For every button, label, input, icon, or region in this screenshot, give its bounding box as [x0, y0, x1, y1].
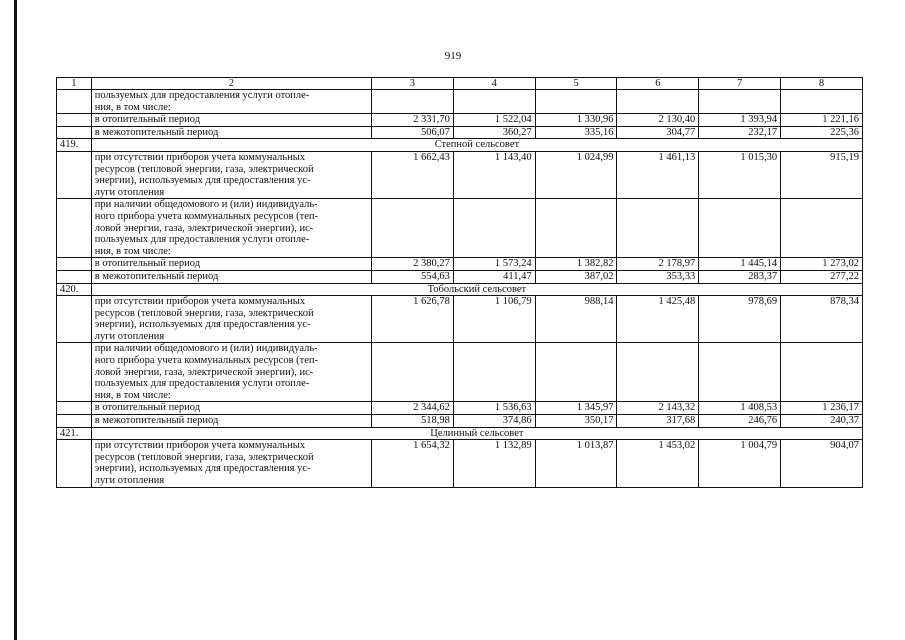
- row-label: пользуемых для предоставления услуги отопле- ния, в том числе:: [91, 90, 371, 114]
- index-cell: [57, 402, 92, 415]
- value-cell: 904,07: [781, 440, 863, 487]
- row-label: при отсутствии приборов учета коммунальных ресурсов (тепловой энергии, газа, электрической энергии), используемых для предоставления ус- луги отопления: [91, 296, 371, 343]
- column-number-cell: 4: [453, 78, 535, 90]
- value-cell: 1 522,04: [453, 114, 535, 127]
- value-cell: 1 654,32: [372, 440, 454, 487]
- row-label: при отсутствии приборов учета коммунальных ресурсов (тепловой энергии, газа, электрической энергии), используемых для предоставления ус- луги отопления: [91, 440, 371, 487]
- value-cell: 232,17: [699, 126, 781, 139]
- value-cell: 411,47: [453, 270, 535, 283]
- data-row: [57, 114, 863, 127]
- text-row: [57, 199, 863, 258]
- row-label: в межотопительный период: [91, 126, 371, 139]
- value-cell: 2 331,70: [372, 114, 454, 127]
- value-cell: 304,77: [617, 126, 699, 139]
- column-number-cell: 8: [781, 78, 863, 90]
- section-title: Тобольский сельсовет: [91, 283, 862, 296]
- value-cell: 1 015,30: [699, 151, 781, 198]
- value-cell: [699, 343, 781, 402]
- value-cell: 2 344,62: [372, 402, 454, 415]
- section-number: 419.: [57, 139, 92, 152]
- value-cell: 1 453,02: [617, 440, 699, 487]
- index-cell: [57, 415, 92, 428]
- row-label: в отопительный период: [91, 258, 371, 271]
- value-cell: 1 221,16: [781, 114, 863, 127]
- data-row: [57, 440, 863, 487]
- section-title: Степной сельсовет: [91, 139, 862, 152]
- index-cell: [57, 90, 92, 114]
- value-cell: 225,36: [781, 126, 863, 139]
- column-number-cell: 3: [372, 78, 454, 90]
- value-cell: [781, 343, 863, 402]
- value-cell: 277,22: [781, 270, 863, 283]
- value-cell: 374,86: [453, 415, 535, 428]
- value-cell: 1 536,63: [453, 402, 535, 415]
- value-cell: 283,37: [699, 270, 781, 283]
- column-number-header-row: [57, 78, 863, 90]
- value-cell: 506,07: [372, 126, 454, 139]
- value-cell: [535, 199, 617, 258]
- value-cell: 317,68: [617, 415, 699, 428]
- value-cell: 2 178,97: [617, 258, 699, 271]
- data-row: [57, 415, 863, 428]
- value-cell: 1 393,94: [699, 114, 781, 127]
- data-row: [57, 126, 863, 139]
- value-cell: 1 143,40: [453, 151, 535, 198]
- section-row: [57, 427, 863, 440]
- value-cell: 1 573,24: [453, 258, 535, 271]
- value-cell: [617, 199, 699, 258]
- data-row: [57, 270, 863, 283]
- value-cell: 353,33: [617, 270, 699, 283]
- value-cell: 1 345,97: [535, 402, 617, 415]
- value-cell: 1 024,99: [535, 151, 617, 198]
- index-cell: [57, 258, 92, 271]
- value-cell: 1 626,78: [372, 296, 454, 343]
- value-cell: 2 130,40: [617, 114, 699, 127]
- tariff-table: [56, 77, 863, 488]
- value-cell: 240,37: [781, 415, 863, 428]
- row-label: при наличии общедомового и (или) индивидуаль- ного прибора учета коммунальных ресурсов (теп- ловой энергии, газа, электрической энергии), ис- пользуемых для предоставления услуги отопле- ния, в том числе:: [91, 199, 371, 258]
- row-label: при отсутствии приборов учета коммунальных ресурсов (тепловой энергии, газа, электрической энергии), используемых для предоставления ус- луги отопления: [91, 151, 371, 198]
- value-cell: [453, 343, 535, 402]
- value-cell: [453, 90, 535, 114]
- value-cell: 335,16: [535, 126, 617, 139]
- value-cell: 1 132,89: [453, 440, 535, 487]
- row-label: в межотопительный период: [91, 270, 371, 283]
- text-row: [57, 343, 863, 402]
- value-cell: [535, 90, 617, 114]
- index-cell: [57, 126, 92, 139]
- value-cell: 1 236,17: [781, 402, 863, 415]
- value-cell: [372, 199, 454, 258]
- column-number-cell: 2: [91, 78, 371, 90]
- value-cell: 2 380,27: [372, 258, 454, 271]
- row-label: в отопительный период: [91, 402, 371, 415]
- data-row: [57, 296, 863, 343]
- value-cell: 1 273,02: [781, 258, 863, 271]
- value-cell: 360,27: [453, 126, 535, 139]
- value-cell: 1 662,43: [372, 151, 454, 198]
- data-row: [57, 258, 863, 271]
- value-cell: 1 330,96: [535, 114, 617, 127]
- value-cell: [699, 199, 781, 258]
- value-cell: 1 382,82: [535, 258, 617, 271]
- value-cell: 1 425,48: [617, 296, 699, 343]
- value-cell: 387,02: [535, 270, 617, 283]
- index-cell: [57, 199, 92, 258]
- value-cell: 1 461,13: [617, 151, 699, 198]
- value-cell: 554,63: [372, 270, 454, 283]
- index-cell: [57, 296, 92, 343]
- data-row: [57, 402, 863, 415]
- index-cell: [57, 270, 92, 283]
- column-number-cell: 5: [535, 78, 617, 90]
- value-cell: [453, 199, 535, 258]
- text-row: [57, 90, 863, 114]
- value-cell: [372, 90, 454, 114]
- section-number: 421.: [57, 427, 92, 440]
- value-cell: 1 408,53: [699, 402, 781, 415]
- value-cell: 350,17: [535, 415, 617, 428]
- data-row: [57, 151, 863, 198]
- index-cell: [57, 114, 92, 127]
- scan-edge-line: [14, 0, 17, 640]
- value-cell: [781, 90, 863, 114]
- value-cell: 1 004,79: [699, 440, 781, 487]
- column-number-cell: 1: [57, 78, 92, 90]
- index-cell: [57, 343, 92, 402]
- value-cell: 246,76: [699, 415, 781, 428]
- value-cell: 2 143,32: [617, 402, 699, 415]
- value-cell: 518,98: [372, 415, 454, 428]
- value-cell: 1 106,79: [453, 296, 535, 343]
- value-cell: 878,34: [781, 296, 863, 343]
- index-cell: [57, 151, 92, 198]
- value-cell: 1 013,87: [535, 440, 617, 487]
- section-number: 420.: [57, 283, 92, 296]
- value-cell: [617, 90, 699, 114]
- value-cell: [781, 199, 863, 258]
- value-cell: [617, 343, 699, 402]
- section-title: Целинный сельсовет: [91, 427, 862, 440]
- value-cell: 915,19: [781, 151, 863, 198]
- value-cell: 1 445,14: [699, 258, 781, 271]
- row-label: в отопительный период: [91, 114, 371, 127]
- page-number: 919: [444, 50, 462, 62]
- value-cell: 978,69: [699, 296, 781, 343]
- value-cell: [535, 343, 617, 402]
- row-label: при наличии общедомового и (или) индивидуаль- ного прибора учета коммунальных ресурсов (теп- ловой энергии, газа, электрической энергии), ис- пользуемых для предоставления услуги отопле- ния, в том числе:: [91, 343, 371, 402]
- section-row: [57, 139, 863, 152]
- value-cell: [372, 343, 454, 402]
- column-number-cell: 6: [617, 78, 699, 90]
- section-row: [57, 283, 863, 296]
- index-cell: [57, 440, 92, 487]
- value-cell: [699, 90, 781, 114]
- column-number-cell: 7: [699, 78, 781, 90]
- value-cell: 988,14: [535, 296, 617, 343]
- row-label: в межотопительный период: [91, 415, 371, 428]
